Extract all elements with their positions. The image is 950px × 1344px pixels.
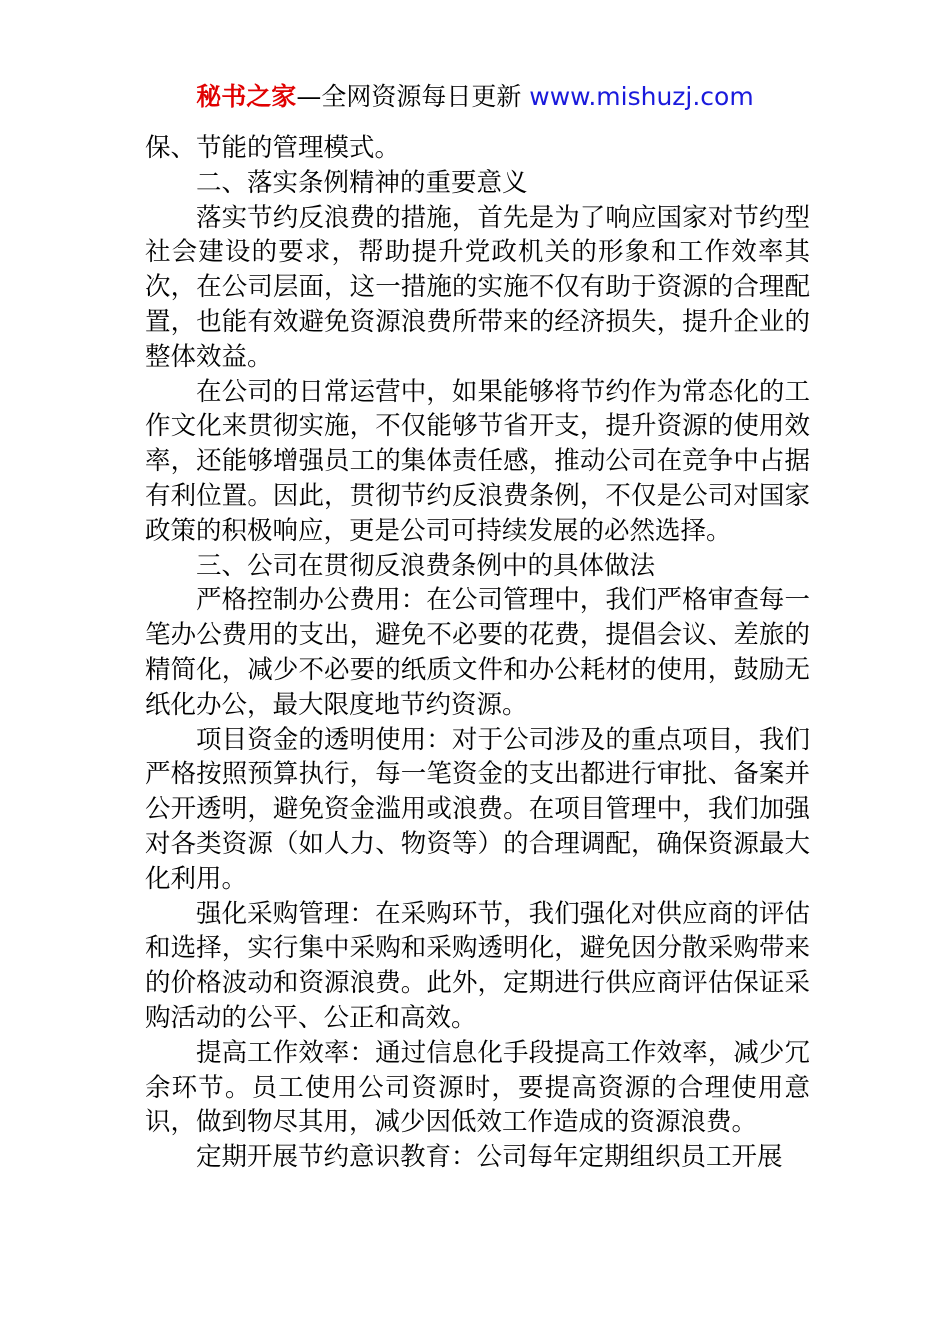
paragraph: 严格控制办公费用：在公司管理中，我们严格审查每一笔办公费用的支出，避免不必要的花费，提倡会议、差旅的精简化，减少不必要的纸质文件和办公耗材的使用，鼓励无纸化办公，最大限度地节约资源。 [145,585,810,720]
site-brand: 秘书之家 [196,82,297,111]
site-header [0,80,950,114]
site-url-link[interactable]: www.mishuzj.com [529,82,754,111]
section-heading-2: 二、落实条例精神的重要意义 [196,167,528,198]
paragraph-continuation: 保、节能的管理模式。 [145,133,401,163]
site-tagline: —全网资源每日更新 [296,82,522,111]
paragraph: 落实节约反浪费的措施，首先是为了响应国家对节约型社会建设的要求，帮助提升党政机关的形象和工作效率其次，在公司层面，这一措施的实施不仅有助于资源的合理配置，也能有效避免资源浪费所带来的经济损失，提升企业的整体效益。 [145,202,810,372]
paragraph: 定期开展节约意识教育：公司每年定期组织员工开展 [196,1142,783,1173]
paragraph: 强化采购管理：在采购环节，我们强化对供应商的评估和选择，实行集中采购和采购透明化，避免因分散采购带来的价格波动和资源浪费。此外，定期进行供应商评估保证采购活动的公平、公正和高效。 [145,898,810,1033]
document-body [145,131,810,1175]
paragraph: 项目资金的透明使用：对于公司涉及的重点项目，我们严格按照预算执行，每一笔资金的支出都进行审批、备案并公开透明，避免资金滥用或浪费。在项目管理中，我们加强对各类资源（如人力、物资等）的合理调配，确保资源最大化利用。 [145,724,810,894]
paragraph: 在公司的日常运营中，如果能够将节约作为常态化的工作文化来贯彻实施，不仅能够节省开支，提升资源的使用效率，还能够增强员工的集体责任感，推动公司在竞争中占据有利位置。因此，贯彻节约反浪费条例，不仅是公司对国家政策的积极响应，更是公司可持续发展的必然选择。 [145,376,810,546]
section-heading-3: 三、公司在贯彻反浪费条例中的具体做法 [196,550,656,581]
paragraph: 提高工作效率：通过信息化手段提高工作效率，减少冗余环节。员工使用公司资源时，要提高资源的合理使用意识，做到物尽其用，减少因低效工作造成的资源浪费。 [145,1037,810,1138]
